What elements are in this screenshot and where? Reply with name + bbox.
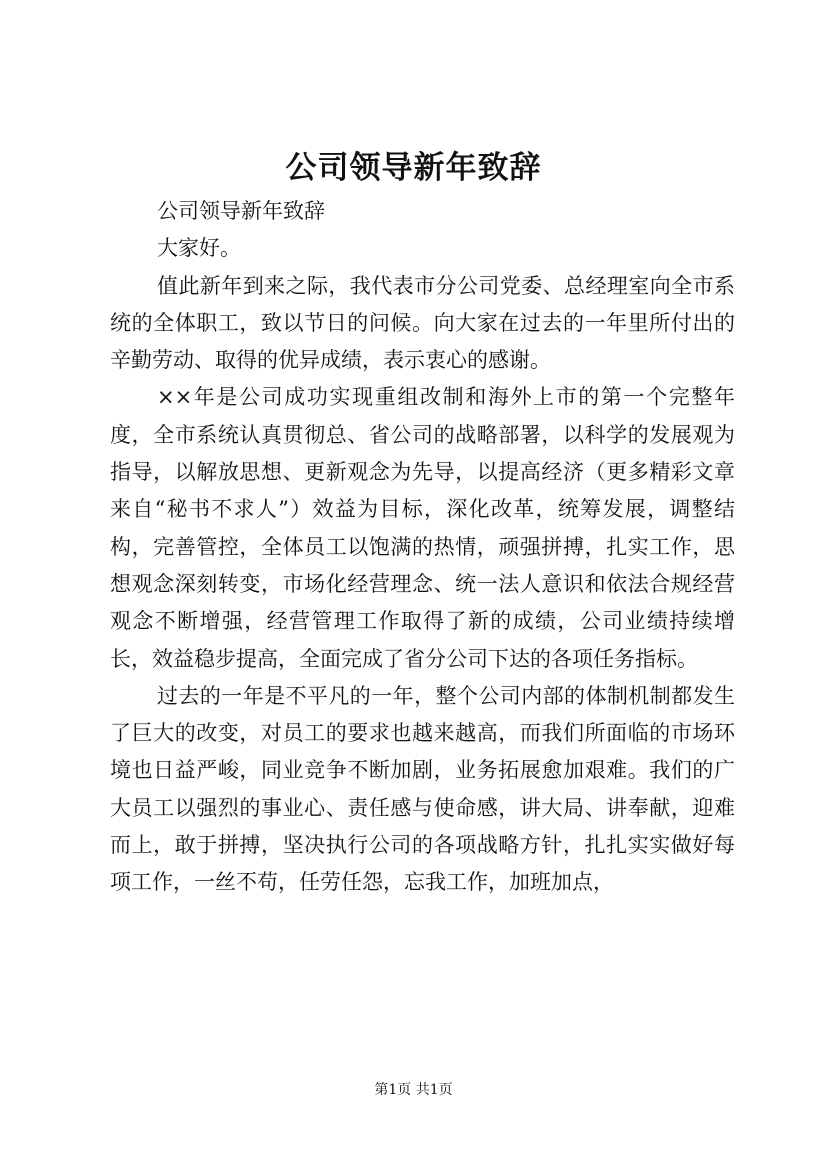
paragraph-thanks: 值此新年到来之际，我代表市分公司党委、总经理室向全市系统的全体职工，致以节日的问候。向大家在过去的一年里所付出的辛勤劳动、取得的优异成绩，表示衷心的感谢。 bbox=[110, 273, 735, 373]
page-footer: 第1页 共1页 bbox=[374, 1082, 453, 1098]
paragraph-challenges: 过去的一年是不平凡的一年，整个公司内部的体制机制都发生了巨大的改变，对员工的要求也越来越高，而我们所面临的市场环境也日益严峻，同业竞争不断加剧，业务拓展愈加艰难。我们的广大员工以强烈的事业心、责任感与使命感，讲大局、讲奉献，迎难而上，敢于拼搏，坚决执行公司的各项战略方针，扎扎实实做好每项工作，一丝不苟，任劳任怨，忘我工作，加班加点， bbox=[110, 683, 735, 895]
paragraph-greeting: 大家好。 bbox=[157, 236, 241, 261]
document-body bbox=[110, 193, 735, 902]
paragraph-subtitle: 公司领导新年致辞 bbox=[157, 199, 325, 223]
document-title: 公司领导新年致辞 bbox=[285, 150, 542, 186]
paragraph-year-review: ××年是公司成功实现重组改制和海外上市的第一个完整年度，全市系统认真贯彻总、省公司的战略部署，以科学的发展观为指导，以解放思想、更新观念为先导，以提高经济（更多精彩文章来自“秘书不求人”）效益为目标，深化改革，统筹发展，调整结构，完善管控，全体员工以饱满的热情，顽强拼搏，扎实工作，思想观念深刻转变，市场化经营理念、统一法人意识和依法合规经营观念不断增强，经营管理工作取得了新的成绩，公司业绩持续增长，效益稳步提高，全面完成了省分公司下达的各项任务指标。 bbox=[110, 385, 735, 671]
